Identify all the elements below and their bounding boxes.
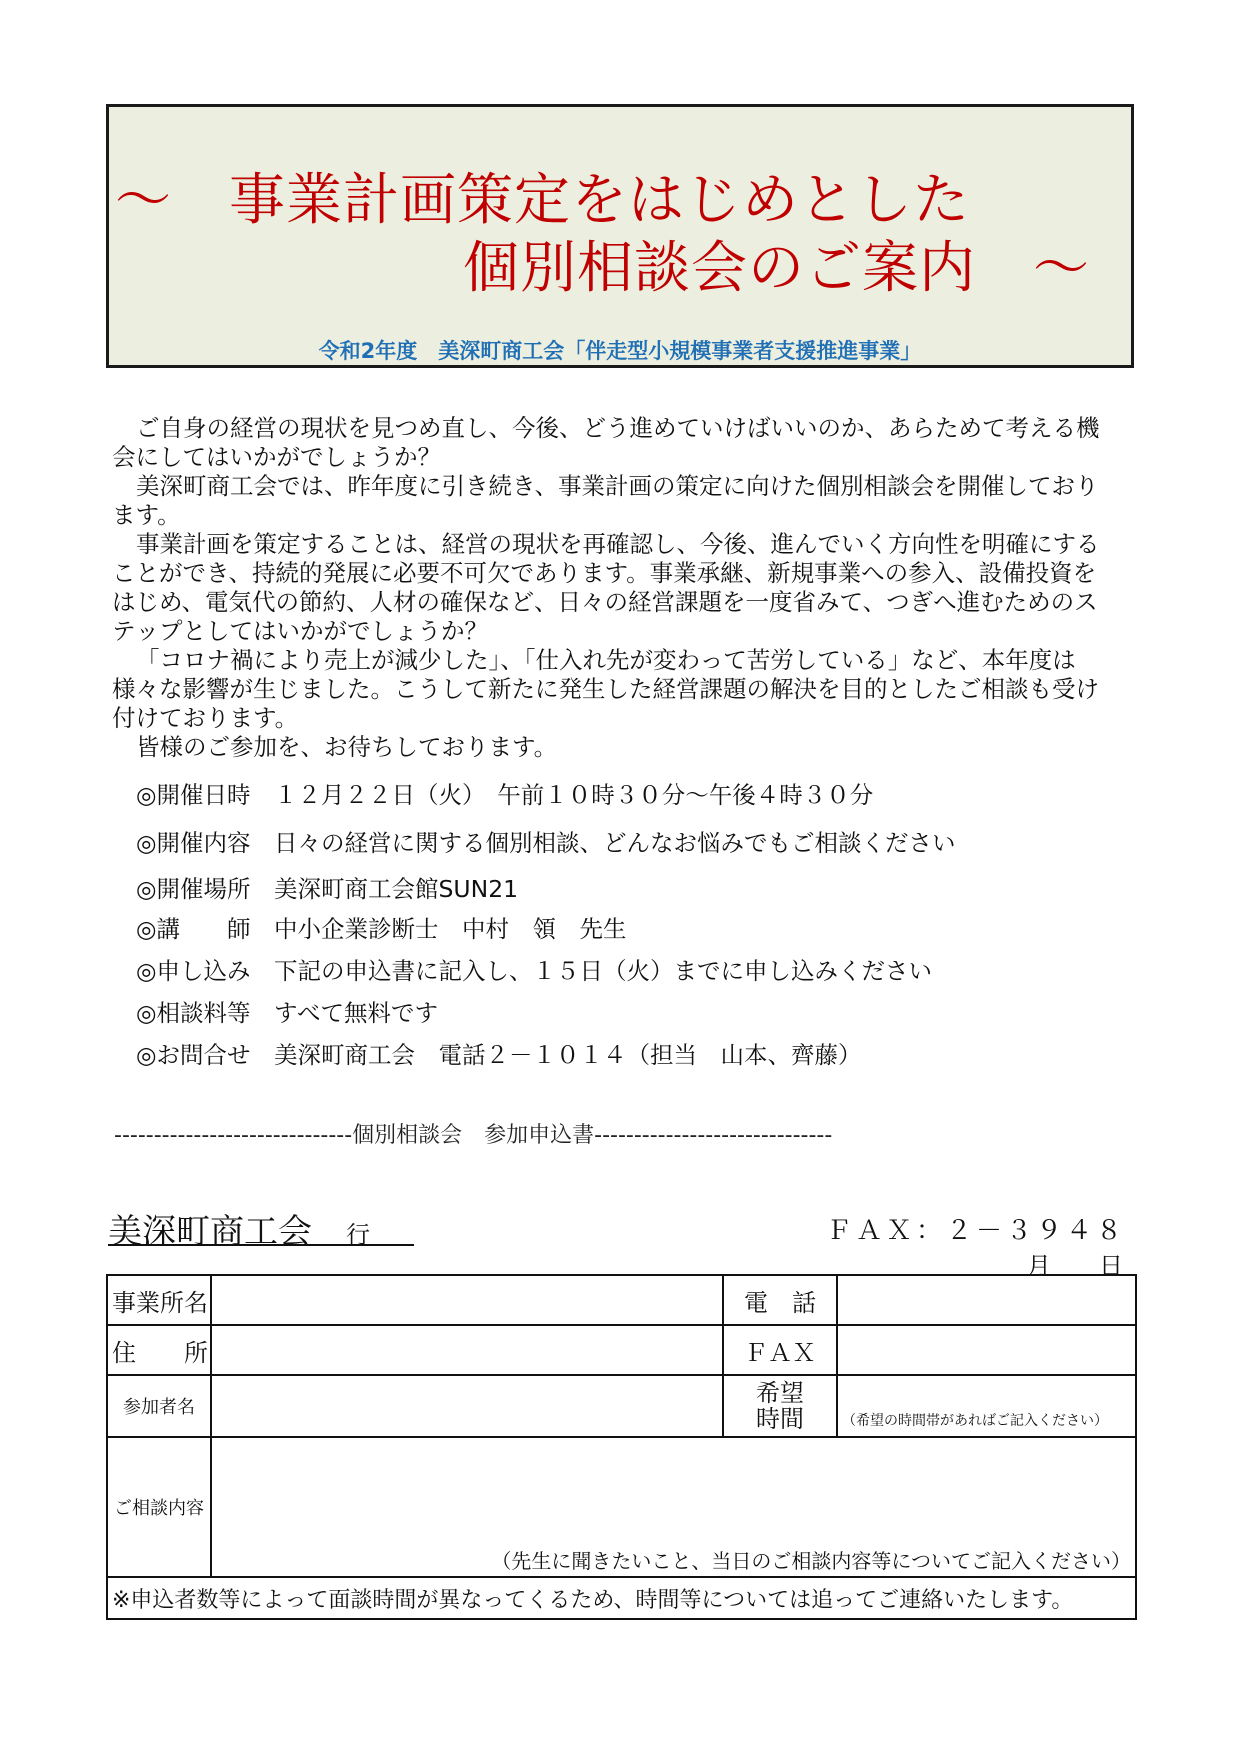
detail-label: ◎お問合せ	[136, 1041, 251, 1069]
fax-number: ＦＡＸ：２－３９４８	[825, 1216, 1126, 1246]
phone-label: 電 話	[723, 1275, 837, 1325]
detail-value: 美深町商工会館SUN21	[274, 875, 519, 903]
intro-text	[112, 414, 1112, 762]
detail-value: 中小企業診断士 中村 領 先生	[274, 915, 627, 943]
detail-value: １２月２２日（火） 午前１０時３０分～午後４時３０分	[274, 781, 874, 809]
consultation-hint: （先生に聞きたいこと、当日のご相談内容等についてご記入ください）	[491, 1549, 1131, 1573]
form-row-consultation	[107, 1437, 1136, 1577]
business-name-field[interactable]	[211, 1275, 723, 1325]
intro-paragraph: 皆様のご参加を、お待ちしております。	[136, 733, 558, 761]
address-label: 住 所	[107, 1325, 211, 1375]
phone-field[interactable]	[837, 1275, 1136, 1325]
intro-paragraph: ご自身の経営の現状を見つめ直し、今後、どう進めていけばいいのか、あらためて考える機会にしてはいかがでしょうか？	[112, 414, 1100, 471]
date-label: 月 日	[1027, 1252, 1123, 1280]
detail-label: ◎開催場所	[136, 875, 251, 903]
detail-application	[136, 952, 932, 986]
form-note: ※申込者数等によって面談時間が異なってくるため、時間等については追ってご連絡いたします。	[107, 1577, 1136, 1619]
form-row-address	[107, 1325, 1136, 1375]
preferred-time-field[interactable]	[837, 1375, 1136, 1437]
detail-contact	[136, 1036, 862, 1070]
detail-label: ◎開催内容	[136, 829, 251, 857]
detail-label: ◎相談料等	[136, 999, 251, 1027]
business-name-label: 事業所名	[107, 1275, 211, 1325]
participant-label: 参加者名	[107, 1375, 211, 1437]
detail-value: 美深町商工会 電話２－１０１４（担当 山本、齊藤）	[274, 1041, 862, 1069]
detail-fee	[136, 994, 438, 1028]
subtitle: 令和2年度 美深町商工会「伴走型小規模事業者支援推進事業」	[318, 339, 922, 363]
preferred-time-hint: （希望の時間帯があればご記入ください）	[842, 1413, 1108, 1429]
detail-label: ◎開催日時	[136, 781, 251, 809]
preferred-time-label-2: 時間	[756, 1405, 804, 1433]
header-box	[106, 104, 1134, 368]
detail-value: 日々の経営に関する個別相談、どんなお悩みでもご相談ください	[274, 829, 956, 857]
detail-content	[136, 824, 956, 858]
intro-paragraph: 事業計画を策定することは、経営の現状を再確認し、今後、進んでいく方向性を明確にすることができ、持続的発展に必要不可欠であります。事業承継、新規事業への参入、設備投資をはじめ、電気代の節約、人材の確保など、日々の経営課題を一度省みて、つぎへ進むためのステップとしてはいかがでしょうか？	[112, 530, 1100, 645]
address-field[interactable]	[211, 1325, 723, 1375]
title-line-1: ～ 事業計画策定をはじめとした	[115, 168, 970, 233]
detail-date	[136, 776, 873, 810]
fax-field[interactable]	[837, 1325, 1136, 1375]
detail-label: ◎申し込み	[136, 957, 251, 985]
consultation-label: ご相談内容	[107, 1437, 211, 1577]
preferred-time-label-1: 希望	[756, 1379, 804, 1407]
application-form	[106, 1274, 1137, 1620]
detail-venue	[136, 870, 518, 904]
fax-label: ＦＡＸ	[723, 1325, 837, 1375]
intro-paragraph: 美深町商工会では、昨年度に引き続き、事業計画の策定に向けた個別相談会を開催しております。	[112, 472, 1099, 529]
addressee	[108, 1204, 414, 1252]
intro-paragraph: 「コロナ禍により売上が減少した」、「仕入れ先が変わって苦労している」など、本年度は様々な影響が生じました。こうして新たに発生した経営課題の解決を目的としたご相談も受け付けております。	[112, 646, 1099, 732]
form-row-participant	[107, 1375, 1136, 1437]
preferred-time-label	[723, 1375, 837, 1437]
form-row-business	[107, 1275, 1136, 1325]
detail-value: 下記の申込書に記入し、１５日（火）までに申し込みください	[274, 957, 933, 985]
detail-value: すべて無料です	[274, 999, 439, 1027]
detail-label: ◎講 師	[136, 915, 251, 943]
detail-lecturer	[136, 910, 627, 944]
consultation-field[interactable]	[211, 1437, 1136, 1577]
title-line-2: 個別相談会のご案内 ～	[463, 236, 1090, 301]
addressee-suffix: 行	[346, 1221, 370, 1249]
form-separator: ------------------------------個別相談会 参加申込書------------------------------	[114, 1123, 833, 1148]
addressee-name: 美深町商工会	[108, 1212, 312, 1252]
participant-field[interactable]	[211, 1375, 723, 1437]
form-row-note	[107, 1577, 1136, 1619]
